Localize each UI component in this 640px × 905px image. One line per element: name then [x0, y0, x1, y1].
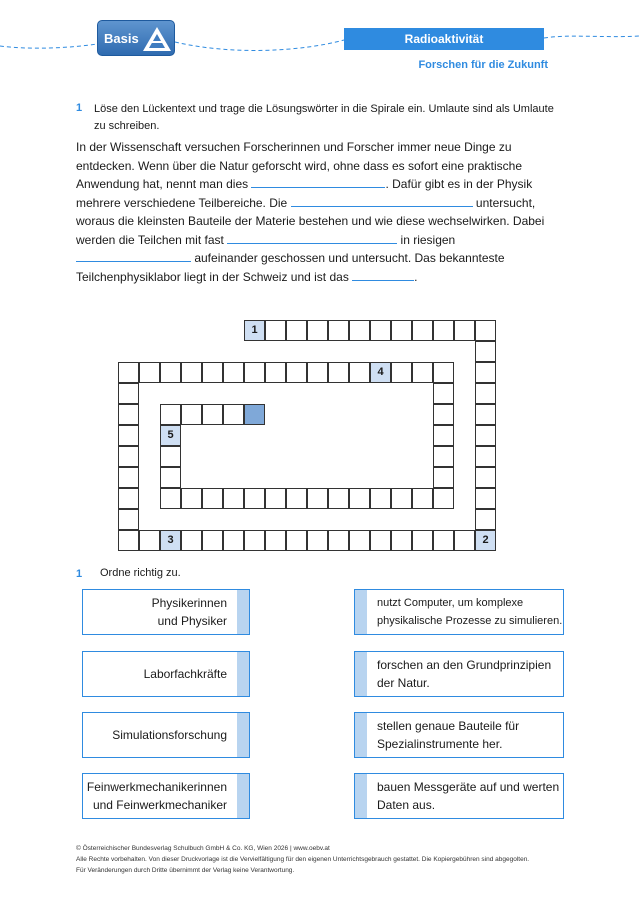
- spiral-start-cell[interactable]: [160, 530, 181, 551]
- spiral-cell[interactable]: [118, 446, 139, 467]
- match-right-box[interactable]: [354, 651, 564, 697]
- spiral-cell[interactable]: [286, 530, 307, 551]
- spiral-cell[interactable]: [265, 488, 286, 509]
- spiral-cell[interactable]: [118, 425, 139, 446]
- spiral-start-cell[interactable]: [160, 425, 181, 446]
- label-line: bauen Messgeräte auf und werten: [377, 780, 560, 794]
- publisher-logo: [97, 20, 175, 56]
- match-bar: [355, 652, 367, 696]
- footer-copyright: © Österreichischer Bundesverlag Schulbuch GmbH & Co. KG, Wien 2026 | www.oebv.at: [76, 845, 330, 852]
- spiral-cell[interactable]: [265, 320, 286, 341]
- spiral-cell[interactable]: [391, 362, 412, 383]
- spiral-cell[interactable]: [349, 488, 370, 509]
- footer-disclaimer: Für Veränderungen durch Dritte übernimmt der Verlag keine Verantwortung.: [76, 867, 295, 874]
- match-left-box[interactable]: [82, 712, 250, 758]
- cell-number: 4: [377, 366, 384, 378]
- match-bar: [355, 713, 367, 757]
- spiral-cell[interactable]: [307, 320, 328, 341]
- spiral-cell[interactable]: [118, 467, 139, 488]
- label-line: stellen genaue Bauteile für: [377, 719, 520, 733]
- spiral-cell[interactable]: [223, 404, 244, 425]
- match-bar: [237, 713, 249, 757]
- spiral-cell[interactable]: [160, 362, 181, 383]
- spiral-cell[interactable]: [475, 509, 496, 530]
- match-right-label: [377, 778, 559, 814]
- spiral-cell[interactable]: [244, 404, 265, 425]
- spiral-cell[interactable]: [370, 488, 391, 509]
- spiral-cell[interactable]: [223, 362, 244, 383]
- spiral-cell[interactable]: [286, 488, 307, 509]
- match-bar: [355, 590, 367, 634]
- label-line: Feinwerkmechanikerinnen: [86, 780, 227, 794]
- spiral-cell[interactable]: [454, 320, 475, 341]
- cell-number: 3: [167, 534, 174, 546]
- match-right-label: [377, 717, 519, 753]
- label-line: Daten aus.: [377, 798, 436, 812]
- page-header: [0, 0, 640, 80]
- spiral-cell[interactable]: [412, 488, 433, 509]
- label-line: Physikerinnen: [151, 596, 227, 610]
- spiral-cell[interactable]: [475, 320, 496, 341]
- task-number: 1: [76, 102, 83, 114]
- spiral-cell[interactable]: [286, 320, 307, 341]
- spiral-cell[interactable]: [307, 530, 328, 551]
- spiral-cell[interactable]: [265, 362, 286, 383]
- spiral-cell[interactable]: [433, 320, 454, 341]
- spiral-cell[interactable]: [118, 530, 139, 551]
- cloze-blank[interactable]: [291, 195, 473, 207]
- spiral-cell[interactable]: [349, 530, 370, 551]
- page-title: Radioaktivität: [404, 32, 484, 46]
- spiral-cell[interactable]: [475, 467, 496, 488]
- spiral-cell[interactable]: [433, 488, 454, 509]
- match-bar: [237, 652, 249, 696]
- cloze-segment: in riesigen: [397, 232, 456, 247]
- spiral-cell[interactable]: [475, 488, 496, 509]
- spiral-cell[interactable]: [391, 320, 412, 341]
- cloze-segment: aufeinander geschossen und untersucht. Das bekannteste Teilchenphysiklabor liegt in der Schweiz und ist das: [76, 251, 505, 284]
- spiral-cell[interactable]: [328, 488, 349, 509]
- cloze-text: [76, 138, 566, 286]
- title-bar: [344, 28, 544, 50]
- label-line: physikalische Prozesse zu simulieren.: [377, 615, 563, 627]
- cloze-blank[interactable]: [76, 250, 191, 262]
- spiral-cell[interactable]: [328, 320, 349, 341]
- task-instruction: Löse den Lückentext und trage die Lösungswörter in die Spirale ein. Umlaute sind als Umlaute zu schreiben.: [94, 103, 554, 132]
- spiral-cell[interactable]: [181, 488, 202, 509]
- spiral-cell[interactable]: [307, 362, 328, 383]
- match-right-box[interactable]: [354, 589, 564, 635]
- cloze-segment: .: [414, 269, 418, 284]
- cloze-segment: untersucht, woraus die kleinsten Bauteile der Materie bestehen und wie diese wechselwirken. Dabei werden die Teilchen mit fast: [76, 195, 545, 247]
- cloze-segment: In der Wissenschaft versuchen Forscherinnen und Forscher immer neue Dinge zu entdecken. Wenn über die Natur geforscht wird, ohne dass es sofort eine praktische Anwendung hat, nennt man dies: [76, 140, 523, 191]
- spiral-cell[interactable]: [160, 446, 181, 467]
- spiral-cell[interactable]: [139, 530, 160, 551]
- label-line: nutzt Computer, um komplexe: [377, 597, 524, 609]
- spiral-cell[interactable]: [265, 530, 286, 551]
- spiral-cell[interactable]: [118, 509, 139, 530]
- cell-number: 1: [251, 324, 258, 336]
- triangle-logo-icon: [142, 25, 172, 53]
- spiral-cell[interactable]: [475, 383, 496, 404]
- label-line: der Natur.: [377, 676, 430, 690]
- label-line: Laborfachkräfte: [143, 667, 227, 681]
- match-right-box[interactable]: [354, 773, 564, 819]
- spiral-cell[interactable]: [433, 425, 454, 446]
- label-line: und Physiker: [157, 614, 227, 628]
- spiral-cell[interactable]: [475, 446, 496, 467]
- match-bar: [237, 774, 249, 818]
- cell-number: 2: [482, 534, 489, 546]
- spiral-cell[interactable]: [391, 530, 412, 551]
- cloze-blank[interactable]: [352, 269, 414, 281]
- spiral-cell[interactable]: [349, 362, 370, 383]
- match-left-label: [152, 594, 227, 630]
- label-line: Simulationsforschung: [112, 728, 227, 742]
- spiral-cell[interactable]: [202, 362, 223, 383]
- spiral-start-cell[interactable]: [370, 362, 391, 383]
- spiral-cell[interactable]: [412, 530, 433, 551]
- match-left-label: [144, 665, 227, 683]
- spiral-cell[interactable]: [181, 530, 202, 551]
- spiral-cell[interactable]: [475, 404, 496, 425]
- spiral-cell[interactable]: [202, 404, 223, 425]
- spiral-cell[interactable]: [328, 362, 349, 383]
- spiral-cell[interactable]: [433, 362, 454, 383]
- spiral-cell[interactable]: [223, 530, 244, 551]
- spiral-cell[interactable]: [433, 530, 454, 551]
- spiral-cell[interactable]: [391, 488, 412, 509]
- spiral-cell[interactable]: [181, 362, 202, 383]
- spiral-cell[interactable]: [223, 488, 244, 509]
- spiral-cell[interactable]: [118, 362, 139, 383]
- footer-rights: Alle Rechte vorbehalten. Von dieser Druckvorlage ist die Vervielfältigung für den eigenen Unterrichtsgebrauch gestattet. Die Kopiergebühren sind abgegolten.: [76, 856, 530, 863]
- spiral-cell[interactable]: [160, 467, 181, 488]
- cloze-blank[interactable]: [251, 176, 385, 188]
- label-line: Spezialinstrumente her.: [377, 737, 503, 751]
- spiral-cell[interactable]: [244, 530, 265, 551]
- spiral-cell[interactable]: [475, 341, 496, 362]
- spiral-cell[interactable]: [328, 530, 349, 551]
- task-instruction: Ordne richtig zu.: [100, 567, 181, 579]
- logo-text: Basis: [104, 31, 139, 46]
- spiral-cell[interactable]: [370, 530, 391, 551]
- spiral-cell[interactable]: [454, 530, 475, 551]
- spiral-cell[interactable]: [160, 404, 181, 425]
- spiral-cell[interactable]: [244, 362, 265, 383]
- page-subtitle: Forschen für die Zukunft: [418, 59, 548, 71]
- match-right-label: [377, 594, 562, 630]
- match-left-box[interactable]: [82, 589, 250, 635]
- spiral-start-cell[interactable]: [244, 320, 265, 341]
- spiral-cell[interactable]: [118, 488, 139, 509]
- spiral-cell[interactable]: [370, 320, 391, 341]
- spiral-cell[interactable]: [433, 446, 454, 467]
- spiral-cell[interactable]: [307, 488, 328, 509]
- spiral-cell[interactable]: [475, 362, 496, 383]
- spiral-cell[interactable]: [160, 488, 181, 509]
- match-bar: [355, 774, 367, 818]
- spiral-cell[interactable]: [433, 383, 454, 404]
- spiral-cell[interactable]: [412, 320, 433, 341]
- match-bar: [237, 590, 249, 634]
- label-line: forschen an den Grundprinzipien: [377, 658, 552, 672]
- spiral-cell[interactable]: [433, 467, 454, 488]
- page-footer: [76, 843, 576, 876]
- spiral-cell[interactable]: [139, 362, 160, 383]
- spiral-cell[interactable]: [202, 488, 223, 509]
- cloze-blank[interactable]: [227, 232, 397, 244]
- match-left-box[interactable]: [82, 651, 250, 697]
- match-right-box[interactable]: [354, 712, 564, 758]
- spiral-cell[interactable]: [433, 404, 454, 425]
- spiral-cell[interactable]: [118, 404, 139, 425]
- cloze-segment: . Dafür gibt es in der Physik mehrere verschiedene Teilbereiche. Die: [76, 177, 533, 210]
- cell-number: 5: [167, 429, 174, 441]
- match-left-label: [87, 778, 227, 814]
- spiral-cell[interactable]: [349, 320, 370, 341]
- task-number: 1: [76, 568, 83, 580]
- label-line: und Feinwerkmechaniker: [92, 798, 227, 812]
- spiral-start-cell[interactable]: [475, 530, 496, 551]
- spiral-cell[interactable]: [181, 404, 202, 425]
- spiral-cell[interactable]: [475, 425, 496, 446]
- spiral-cell[interactable]: [202, 530, 223, 551]
- spiral-cell[interactable]: [286, 362, 307, 383]
- spiral-cell[interactable]: [244, 488, 265, 509]
- match-left-label: [112, 726, 227, 744]
- spiral-cell[interactable]: [412, 362, 433, 383]
- match-left-box[interactable]: [82, 773, 250, 819]
- match-right-label: [377, 656, 551, 692]
- spiral-cell[interactable]: [118, 383, 139, 404]
